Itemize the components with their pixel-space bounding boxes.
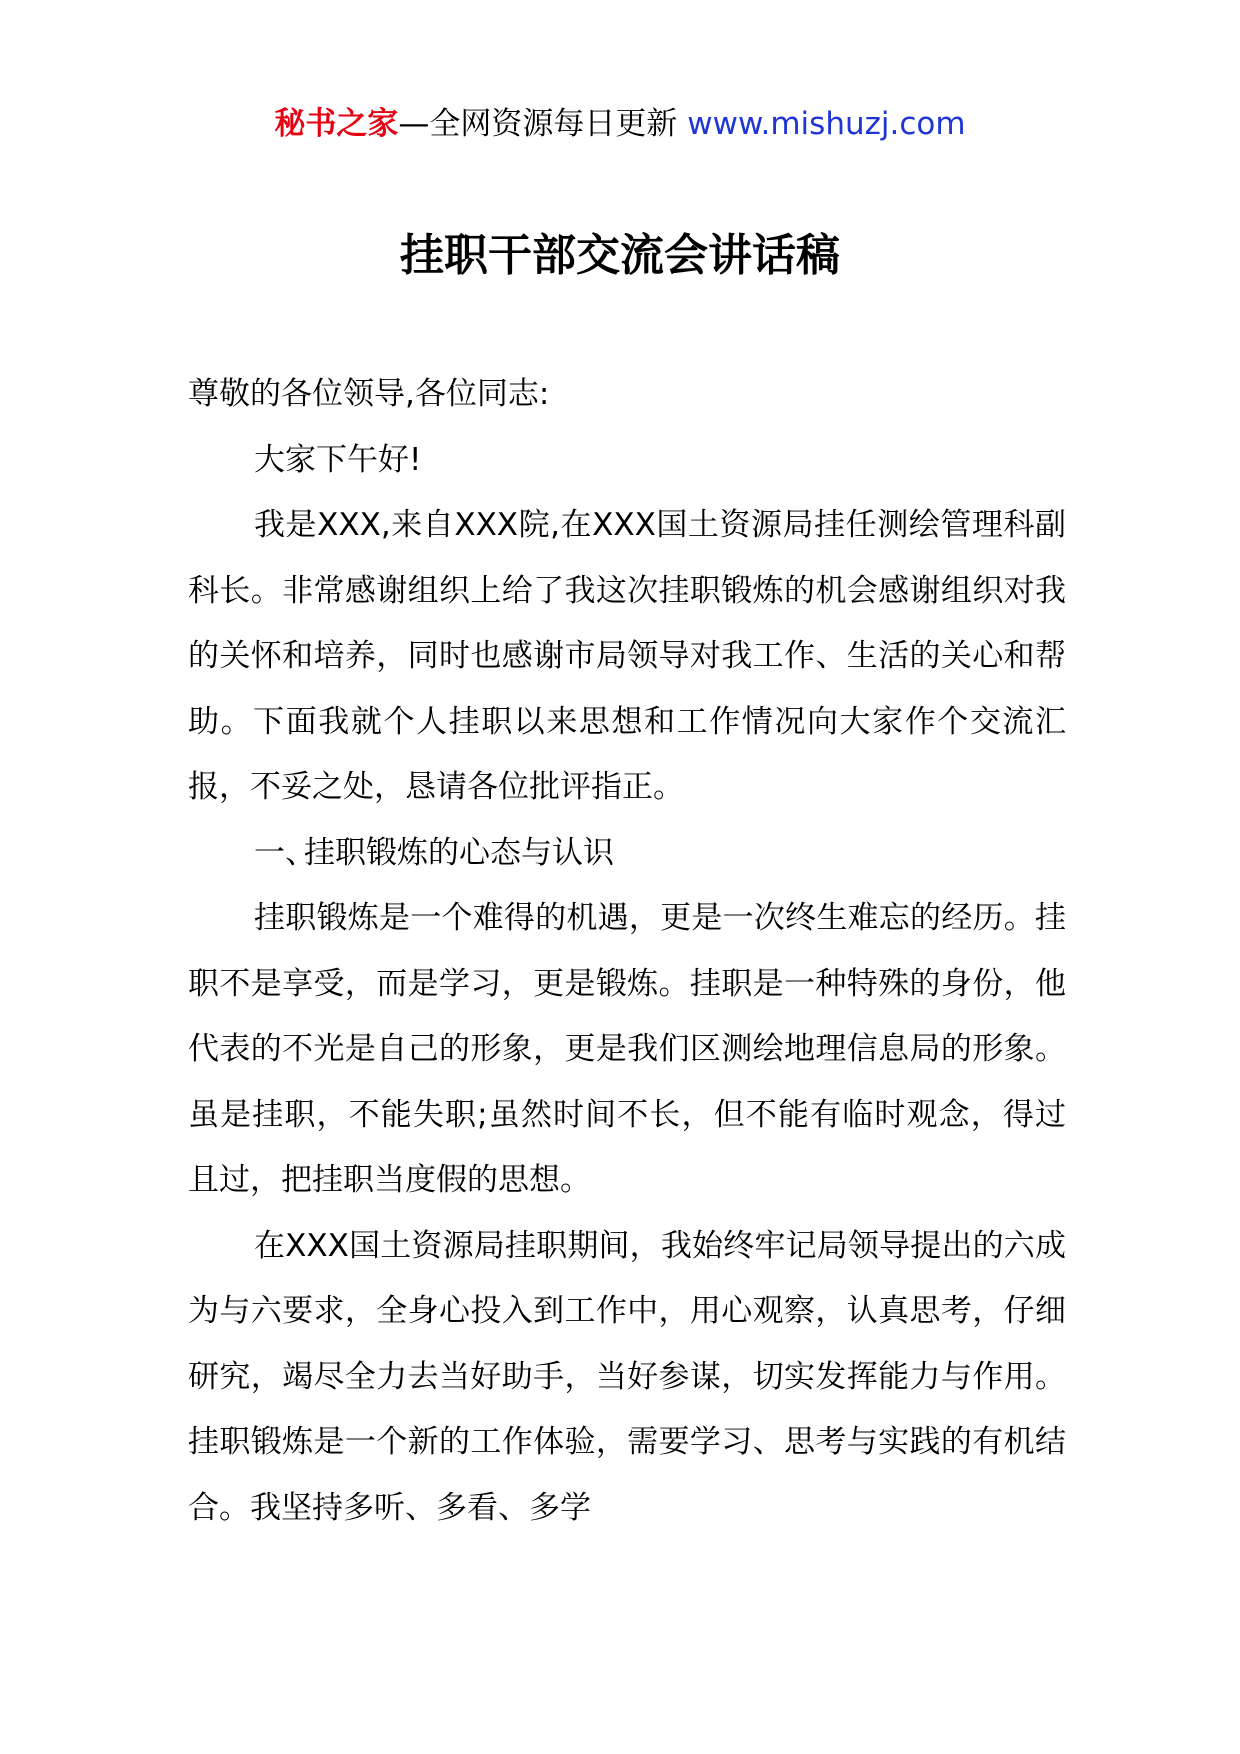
site-brand: 秘书之家	[274, 106, 399, 142]
site-header	[0, 100, 1240, 148]
site-url-link[interactable]: www.mishuzj.com	[687, 106, 966, 142]
site-slogan: —全网资源每日更新	[398, 106, 688, 142]
section-heading-text: 挂职锻炼的心态与认识	[304, 834, 614, 871]
salutation: 尊敬的各位领导,各位同志:	[188, 376, 550, 412]
section-heading-1	[188, 821, 1066, 887]
document-body	[188, 362, 1066, 1541]
document-title: 挂职干部交流会讲话稿	[400, 230, 840, 281]
greeting: 大家下午好!	[254, 441, 422, 478]
paragraph-3: 在XXX国土资源局挂职期间，我始终牢记局领导提出的六成为与六要求，全身心投入到工作中，用心观察，认真思考，仔细研究，竭尽全力去当好助手，当好参谋，切实发挥能力与作用。挂职锻炼是一个新的工作体验，需要学习、思考与实践的有机结合。我坚持多听、多看、多学	[188, 1227, 1066, 1526]
paragraph-2: 挂职锻炼是一个难得的机遇，更是一次终生难忘的经历。挂职不是享受，而是学习，更是锻炼。挂职是一种特殊的身份，他代表的不光是自己的形象，更是我们区测绘地理信息局的形象。虽是挂职，不能失职;虽然时间不长，但不能有临时观念，得过且过，把挂职当度假的思想。	[188, 900, 1066, 1198]
paragraph-intro: 我是XXX,来自XXX院,在XXX国土资源局挂任测绘管理科副科长。非常感谢组织上给了我这次挂职锻炼的机会感谢组织对我的关怀和培养，同时也感谢市局领导对我工作、生活的关心和帮助。下面我就个人挂职以来思想和工作情况向大家作个交流汇报，不妥之处，恳请各位批评指正。	[188, 507, 1066, 805]
section-number: 一、	[254, 834, 316, 871]
